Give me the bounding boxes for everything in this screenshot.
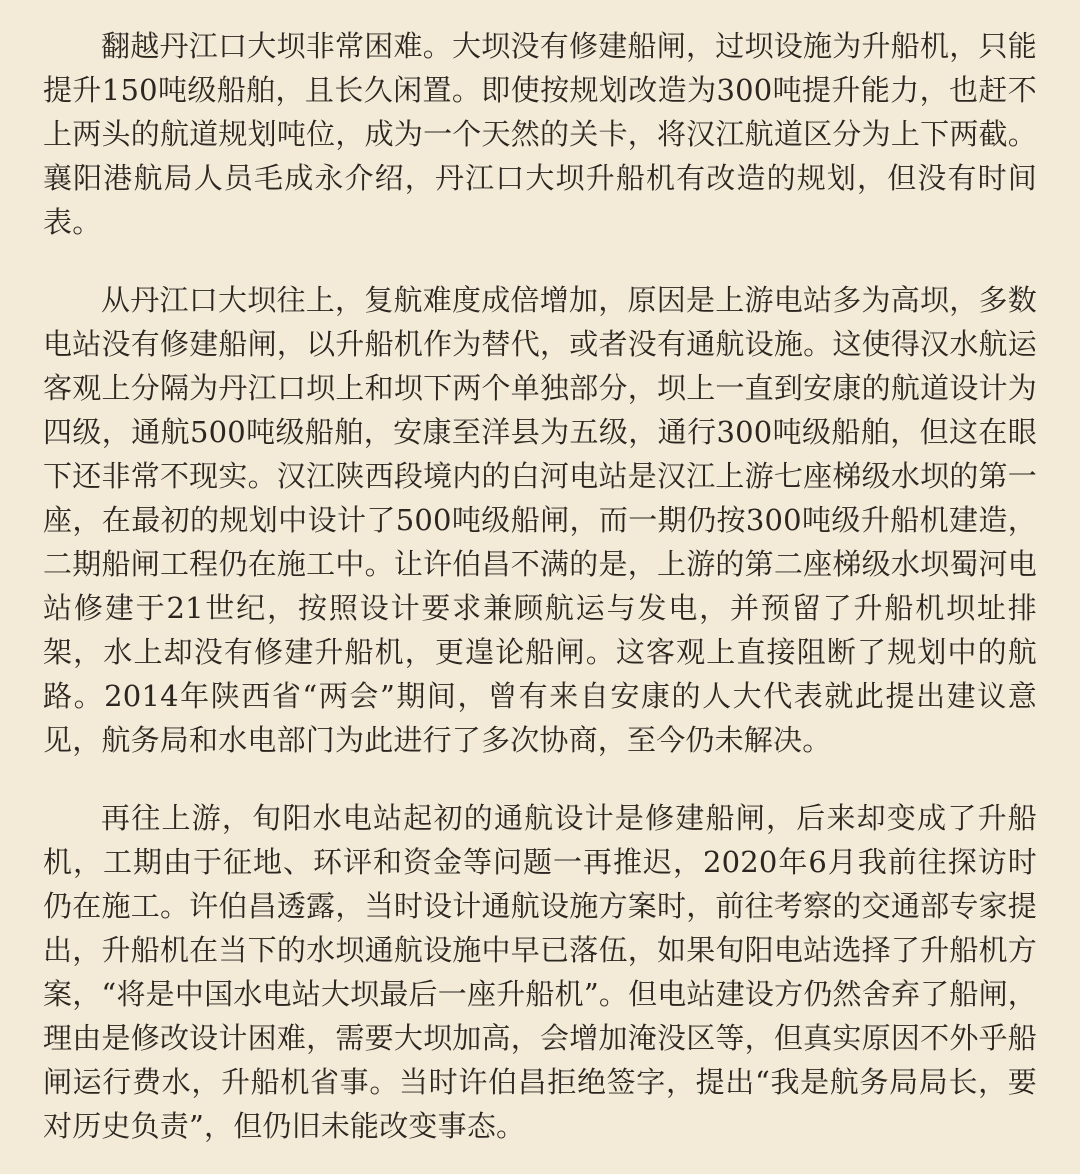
paragraph-danjiangkou-dam-crossing: 翻越丹江口大坝非常困难。大坝没有修建船闸，过坝设施为升船机，只能提升150吨级船舶，且长久闲置。即使按规划改造为300吨提升能力，也赶不上两头的航道规划吨位，成为一个天然的关卡，将汉江航道区分为上下两截。襄阳港航局人员毛成永介绍，丹江口大坝升船机有改造的规划，但没有时间表。 (43, 29, 1037, 239)
paragraph-xunyang-hydropower-station: 再往上游，旬阳水电站起初的通航设计是修建船闸，后来却变成了升船机，工期由于征地、环评和资金等问题一再推迟，2020年6月我前往探访时仍在施工。许伯昌透露，当时设计通航设施方案时，前往考察的交通部专家提出，升船机在当下的水坝通航设施中早已落伍，如果旬阳电站选择了升船机方案，“将是中国水电站大坝最后一座升船机”。但电站建设方仍然舍弃了船闸，理由是修改设计困难，需要大坝加高，会增加淹没区等，但真实原因不外乎船闸运行费水，升船机省事。当时许伯昌拒绝签字，提出“我是航务局局长，要对历史负责”，但仍旧未能改变事态。 (43, 801, 1037, 1143)
paragraph-upstream-navigation-difficulty: 从丹江口大坝往上，复航难度成倍增加，原因是上游电站多为高坝，多数电站没有修建船闸，以升船机作为替代，或者没有通航设施。这使得汉水航运客观上分隔为丹江口坝上和坝下两个单独部分，坝上一直到安康的航道设计为四级，通航500吨级船舶，安康至洋县为五级，通行300吨级船舶，但这在眼下还非常不现实。汉江陕西段境内的白河电站是汉江上游七座梯级水坝的第一座，在最初的规划中设计了500吨级船闸，而一期仍按300吨级升船机建造，二期船闸工程仍在施工中。让许伯昌不满的是，上游的第二座梯级水坝蜀河电站修建于21世纪，按照设计要求兼顾航运与发电，并预留了升船机坝址排架，水上却没有修建升船机，更遑论船闸。这客观上直接阻断了规划中的航路。2014年陕西省“两会”期间，曾有来自安康的人大代表就此提出建议意见，航务局和水电部门为此进行了多次协商，至今仍未解决。 (43, 283, 1037, 757)
